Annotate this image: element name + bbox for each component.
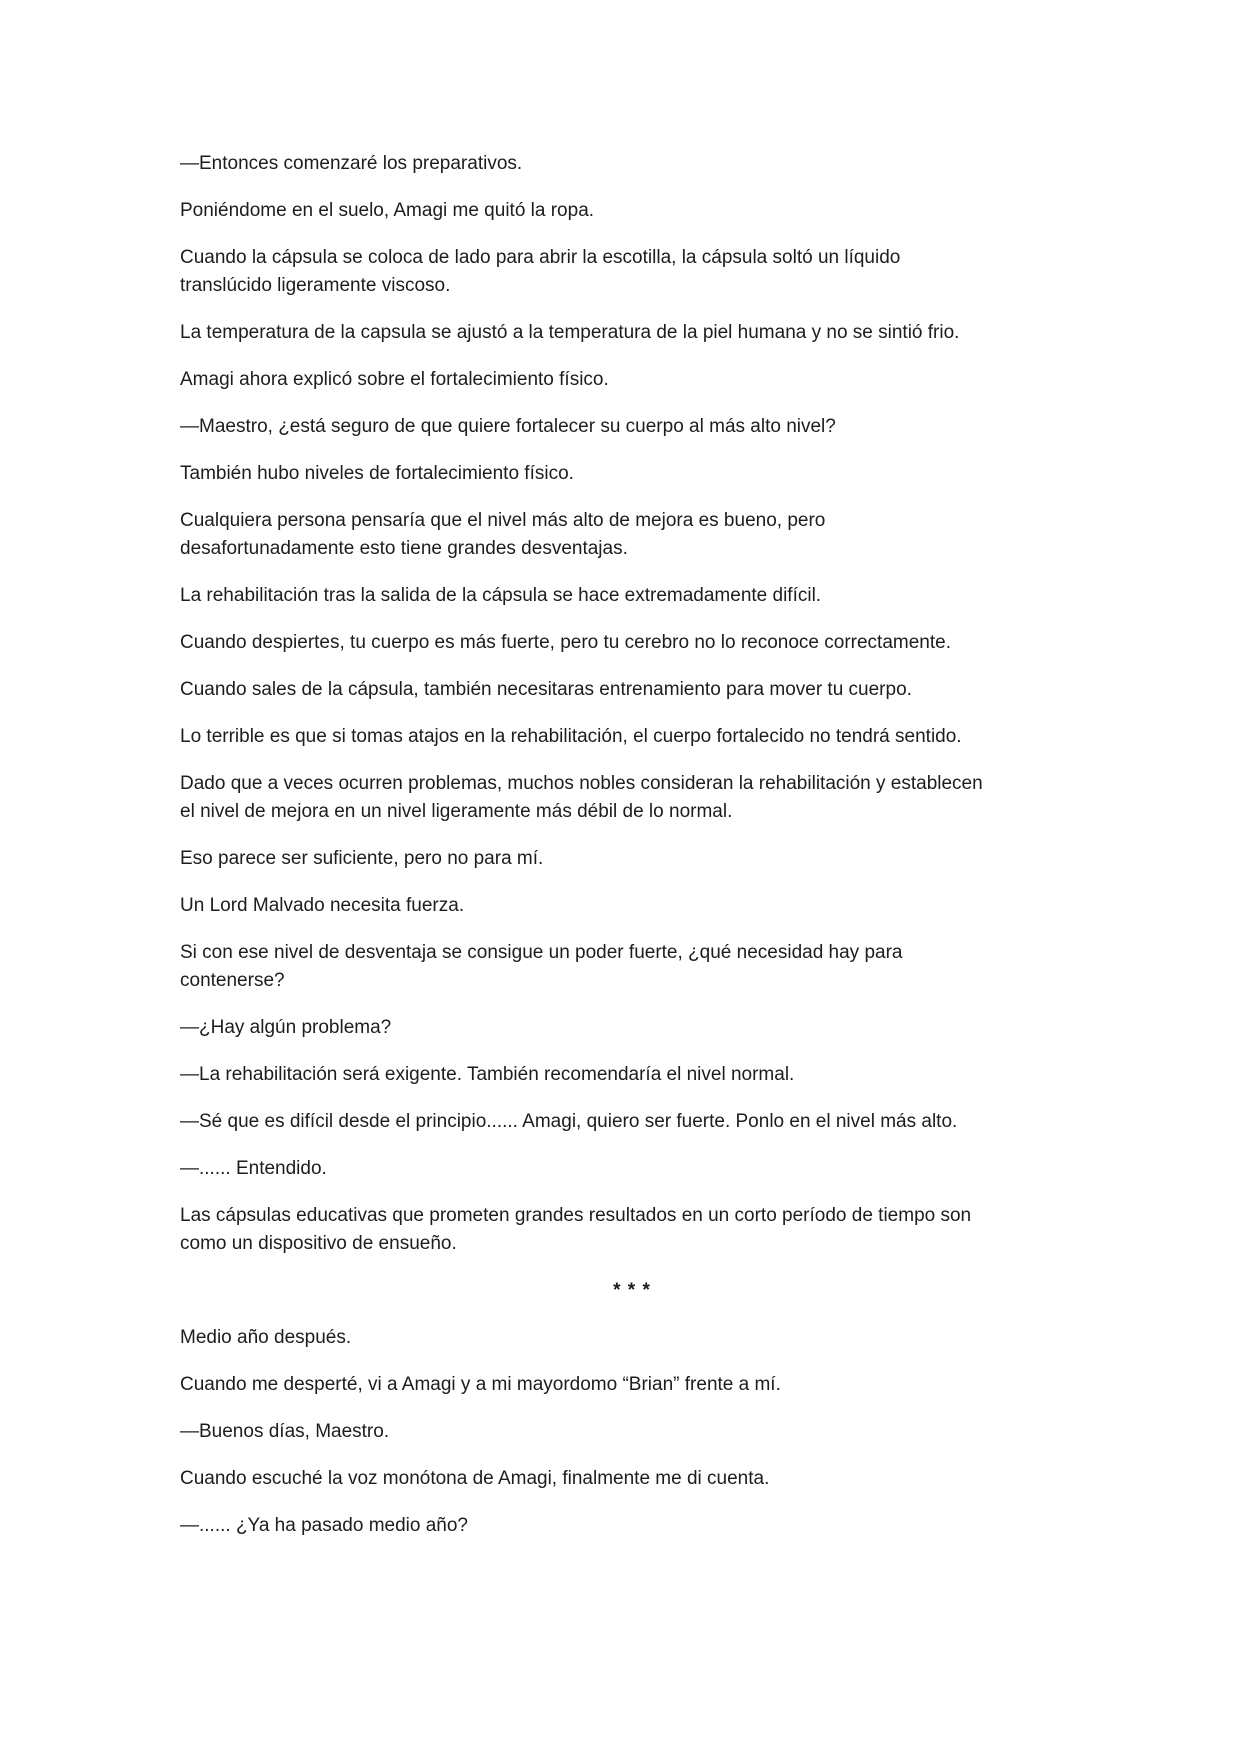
paragraph-line: Cuando despiertes, tu cuerpo es más fuerte, pero tu cerebro no lo reconoce correctamente.	[180, 632, 951, 653]
paragraph	[180, 460, 1084, 488]
paragraph-line: como un dispositivo de ensueño.	[180, 1233, 457, 1254]
paragraph-line: contenerse?	[180, 970, 285, 991]
paragraph	[180, 770, 1084, 826]
paragraph	[180, 1512, 1084, 1540]
paragraph	[180, 150, 1084, 178]
paragraph-line: Las cápsulas educativas que prometen grandes resultados en un corto período de tiempo son	[180, 1205, 972, 1226]
paragraph	[180, 319, 1084, 347]
paragraph-line: También hubo niveles de fortalecimiento físico.	[180, 463, 574, 484]
paragraph-line: Cuando me desperté, vi a Amagi y a mi mayordomo “Brian” frente a mí.	[180, 1374, 781, 1395]
paragraph-line: —La rehabilitación será exigente. También recomendaría el nivel normal.	[180, 1064, 795, 1085]
scene-separator	[180, 1277, 1084, 1305]
paragraph	[180, 1371, 1084, 1399]
paragraph-line: translúcido ligeramente viscoso.	[180, 275, 451, 296]
paragraph-line: * * *	[613, 1280, 651, 1301]
paragraph	[180, 629, 1084, 657]
paragraph-line: Cuando la cápsula se coloca de lado para abrir la escotilla, la cápsula soltó un líquido	[180, 247, 901, 268]
paragraph	[180, 1465, 1084, 1493]
paragraph-line: desafortunadamente esto tiene grandes desventajas.	[180, 538, 628, 559]
paragraph-line: Lo terrible es que si tomas atajos en la rehabilitación, el cuerpo fortalecido no tendrá sentido.	[180, 726, 962, 747]
paragraph-line: —Buenos días, Maestro.	[180, 1421, 390, 1442]
paragraph	[180, 845, 1084, 873]
paragraph	[180, 244, 1084, 300]
paragraph	[180, 892, 1084, 920]
paragraph-line: —¿Hay algún problema?	[180, 1017, 392, 1038]
document-body	[180, 150, 1084, 1540]
paragraph-line: Cuando escuché la voz monótona de Amagi, finalmente me di cuenta.	[180, 1468, 770, 1489]
paragraph-line: Eso parece ser suficiente, pero no para mí.	[180, 848, 544, 869]
paragraph-line: Un Lord Malvado necesita fuerza.	[180, 895, 465, 916]
paragraph-line: Amagi ahora explicó sobre el fortalecimiento físico.	[180, 369, 609, 390]
paragraph-line: el nivel de mejora en un nivel ligeramente más débil de lo normal.	[180, 801, 733, 822]
paragraph-line: —Sé que es difícil desde el principio...... Amagi, quiero ser fuerte. Ponlo en el nivel más alto.	[180, 1111, 958, 1132]
paragraph	[180, 939, 1084, 995]
paragraph	[180, 1108, 1084, 1136]
paragraph	[180, 582, 1084, 610]
paragraph	[180, 197, 1084, 225]
paragraph-line: La rehabilitación tras la salida de la cápsula se hace extremadamente difícil.	[180, 585, 822, 606]
paragraph-line: Cualquiera persona pensaría que el nivel más alto de mejora es bueno, pero	[180, 510, 826, 531]
paragraph-line: —Maestro, ¿está seguro de que quiere fortalecer su cuerpo al más alto nivel?	[180, 416, 836, 437]
paragraph-line: —Entonces comenzaré los preparativos.	[180, 153, 523, 174]
paragraph	[180, 723, 1084, 751]
paragraph-line: —...... ¿Ya ha pasado medio año?	[180, 1515, 468, 1536]
paragraph	[180, 1155, 1084, 1183]
paragraph-line: Cuando sales de la cápsula, también necesitaras entrenamiento para mover tu cuerpo.	[180, 679, 912, 700]
paragraph-line: Si con ese nivel de desventaja se consigue un poder fuerte, ¿qué necesidad hay para	[180, 942, 903, 963]
paragraph-line: Medio año después.	[180, 1327, 352, 1348]
paragraph-line: Dado que a veces ocurren problemas, muchos nobles consideran la rehabilitación y establecen	[180, 773, 983, 794]
paragraph	[180, 1014, 1084, 1042]
paragraph	[180, 676, 1084, 704]
paragraph	[180, 1324, 1084, 1352]
paragraph	[180, 1061, 1084, 1089]
paragraph	[180, 1202, 1084, 1258]
paragraph	[180, 507, 1084, 563]
paragraph-line: —...... Entendido.	[180, 1158, 327, 1179]
paragraph	[180, 1418, 1084, 1446]
paragraph	[180, 413, 1084, 441]
paragraph-line: Poniéndome en el suelo, Amagi me quitó la ropa.	[180, 200, 595, 221]
paragraph	[180, 366, 1084, 394]
paragraph-line: La temperatura de la capsula se ajustó a la temperatura de la piel humana y no se sintió frio.	[180, 322, 960, 343]
